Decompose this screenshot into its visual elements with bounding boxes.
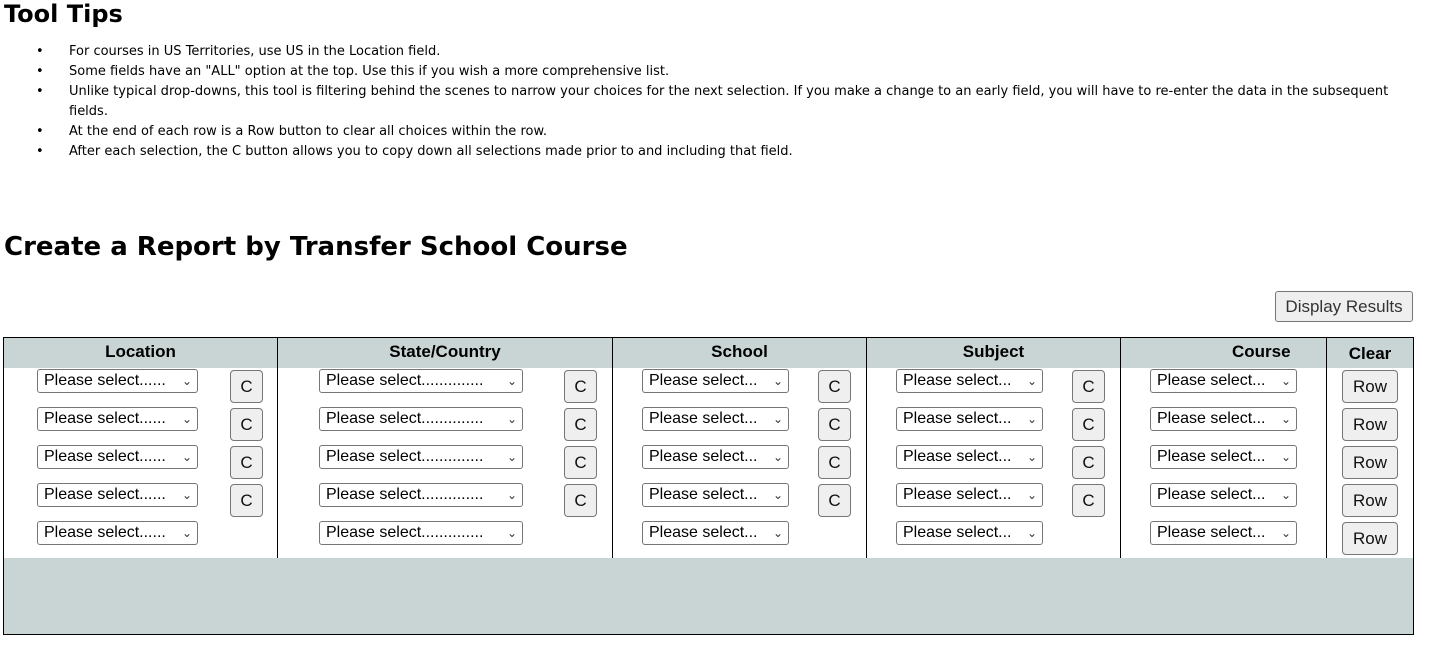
tip-text: At the end of each row is a Row button to clear all choices within the row. [69, 124, 548, 139]
display-results-button[interactable]: Display Results [1275, 291, 1413, 322]
state-select[interactable] [319, 483, 523, 507]
clear-row-button[interactable]: Row [1342, 484, 1398, 517]
column-divider [277, 338, 278, 558]
school-copy-button[interactable]: C [818, 446, 851, 479]
course-select[interactable] [1150, 521, 1297, 545]
select-value: Please select... [649, 448, 758, 465]
chevron-down-icon: ⌄ [181, 488, 192, 502]
chevron-down-icon: ⌄ [1280, 526, 1291, 540]
location-copy-button[interactable]: C [230, 408, 263, 441]
school-select[interactable] [642, 521, 789, 545]
course-select[interactable] [1150, 483, 1297, 507]
state-select[interactable] [319, 521, 523, 545]
state-select[interactable] [319, 369, 523, 393]
state-copy-button[interactable]: C [564, 446, 597, 479]
location-select[interactable] [37, 369, 198, 393]
school-copy-button[interactable]: C [818, 408, 851, 441]
subject-copy-button[interactable]: C [1072, 484, 1105, 517]
clear-row-button[interactable]: Row [1342, 522, 1398, 555]
tip-item: • At the end of each row is a Row button to clear all choices within the row. [36, 124, 548, 139]
chevron-down-icon: ⌄ [772, 488, 783, 502]
header-state-country: State/Country [389, 342, 501, 361]
header-clear: Clear [1348, 344, 1392, 363]
select-value: Please select... [903, 524, 1012, 541]
select-value: Please select.............. [326, 448, 484, 465]
chevron-down-icon: ⌄ [772, 412, 783, 426]
subject-copy-button[interactable]: C [1072, 370, 1105, 403]
chevron-down-icon: ⌄ [1280, 374, 1291, 388]
school-select[interactable] [642, 407, 789, 431]
chevron-down-icon: ⌄ [506, 488, 517, 502]
chevron-down-icon: ⌄ [1280, 412, 1291, 426]
select-value: Please select... [903, 486, 1012, 503]
chevron-down-icon: ⌄ [772, 526, 783, 540]
report-table [3, 337, 1414, 635]
select-value: Please select... [903, 410, 1012, 427]
school-select[interactable] [642, 369, 789, 393]
location-copy-button[interactable]: C [230, 484, 263, 517]
tool-tips-list [0, 42, 1419, 162]
chevron-down-icon: ⌄ [181, 412, 192, 426]
state-copy-button[interactable]: C [564, 370, 597, 403]
chevron-down-icon: ⌄ [1280, 450, 1291, 464]
school-copy-button[interactable]: C [818, 484, 851, 517]
location-copy-button[interactable]: C [230, 446, 263, 479]
select-value: Please select.............. [326, 486, 484, 503]
chevron-down-icon: ⌄ [1026, 374, 1037, 388]
tip-text: For courses in US Territories, use US in the Location field. [69, 44, 441, 59]
header-school: School [711, 342, 768, 361]
select-value: Please select... [649, 524, 758, 541]
chevron-down-icon: ⌄ [506, 526, 517, 540]
location-select[interactable] [37, 483, 198, 507]
tip-text: After each selection, the C button allows you to copy down all selections made prior to and including that field. [69, 144, 793, 159]
header-subject: Subject [962, 342, 1025, 361]
course-select[interactable] [1150, 407, 1297, 431]
subject-select[interactable] [896, 407, 1043, 431]
select-value: Please select...... [44, 410, 166, 427]
chevron-down-icon: ⌄ [181, 526, 192, 540]
tip-item: • Some fields have an "ALL" option at the top. Use this if you wish a more comprehensive list. [36, 64, 670, 79]
chevron-down-icon: ⌄ [506, 374, 517, 388]
subject-copy-button[interactable]: C [1072, 446, 1105, 479]
subject-select[interactable] [896, 521, 1043, 545]
select-value: Please select...... [44, 524, 166, 541]
clear-row-button[interactable]: Row [1342, 446, 1398, 479]
course-select[interactable] [1150, 369, 1297, 393]
select-value: Please select...... [44, 486, 166, 503]
tip-item: • After each selection, the C button allows you to copy down all selections made prior to and including that field. [36, 144, 793, 159]
select-value: Please select... [1157, 410, 1266, 427]
clear-row-button[interactable]: Row [1342, 408, 1398, 441]
select-value: Please select... [903, 372, 1012, 389]
state-select[interactable] [319, 407, 523, 431]
select-value: Please select... [649, 486, 758, 503]
chevron-down-icon: ⌄ [1026, 526, 1037, 540]
select-value: Please select... [903, 448, 1012, 465]
select-value: Please select... [1157, 448, 1266, 465]
state-copy-button[interactable]: C [564, 408, 597, 441]
chevron-down-icon: ⌄ [181, 374, 192, 388]
select-value: Please select...... [44, 372, 166, 389]
location-copy-button[interactable]: C [230, 370, 263, 403]
subject-copy-button[interactable]: C [1072, 408, 1105, 441]
location-select[interactable] [37, 407, 198, 431]
chevron-down-icon: ⌄ [506, 450, 517, 464]
select-value: Please select.............. [326, 524, 484, 541]
select-value: Please select... [649, 372, 758, 389]
tip-item: • For courses in US Territories, use US in the Location field. [36, 44, 441, 59]
subject-select[interactable] [896, 483, 1043, 507]
course-select[interactable] [1150, 445, 1297, 469]
school-copy-button[interactable]: C [818, 370, 851, 403]
chevron-down-icon: ⌄ [1026, 488, 1037, 502]
select-value: Please select.............. [326, 372, 484, 389]
column-divider [1120, 338, 1121, 558]
tip-item: • Unlike typical drop-downs, this tool is filtering behind the scenes to narrow your choices for the next selection. If you make a change to an early field, you will have to re-enter the data in the subsequent fields. [36, 84, 1389, 119]
column-divider [866, 338, 867, 558]
clear-row-button[interactable]: Row [1342, 370, 1398, 403]
chevron-down-icon: ⌄ [181, 450, 192, 464]
chevron-down-icon: ⌄ [772, 374, 783, 388]
tip-text: Some fields have an "ALL" option at the top. Use this if you wish a more comprehensive list. [69, 64, 670, 79]
select-value: Please select... [1157, 372, 1266, 389]
chevron-down-icon: ⌄ [506, 412, 517, 426]
report-heading: Create a Report by Transfer School Course [4, 232, 628, 262]
column-divider [1326, 338, 1327, 558]
tool-tips-heading: Tool Tips [4, 0, 123, 28]
chevron-down-icon: ⌄ [1026, 450, 1037, 464]
chevron-down-icon: ⌄ [1026, 412, 1037, 426]
select-value: Please select...... [44, 448, 166, 465]
header-course: Course [1232, 342, 1291, 361]
column-divider [612, 338, 613, 558]
select-value: Please select.............. [326, 410, 484, 427]
state-select[interactable] [319, 445, 523, 469]
subject-select[interactable] [896, 445, 1043, 469]
location-select[interactable] [37, 521, 198, 545]
tip-text: Unlike typical drop-downs, this tool is filtering behind the scenes to narrow your choices for the next selection. If you make a change to an early field, you will have to re-enter the data in the subsequent fields. [69, 84, 1389, 119]
header-location: Location [105, 342, 176, 361]
select-value: Please select... [1157, 486, 1266, 503]
location-select[interactable] [37, 445, 198, 469]
chevron-down-icon: ⌄ [772, 450, 783, 464]
select-value: Please select... [1157, 524, 1266, 541]
subject-select[interactable] [896, 369, 1043, 393]
school-select[interactable] [642, 445, 789, 469]
chevron-down-icon: ⌄ [1280, 488, 1291, 502]
state-copy-button[interactable]: C [564, 484, 597, 517]
select-value: Please select... [649, 410, 758, 427]
school-select[interactable] [642, 483, 789, 507]
